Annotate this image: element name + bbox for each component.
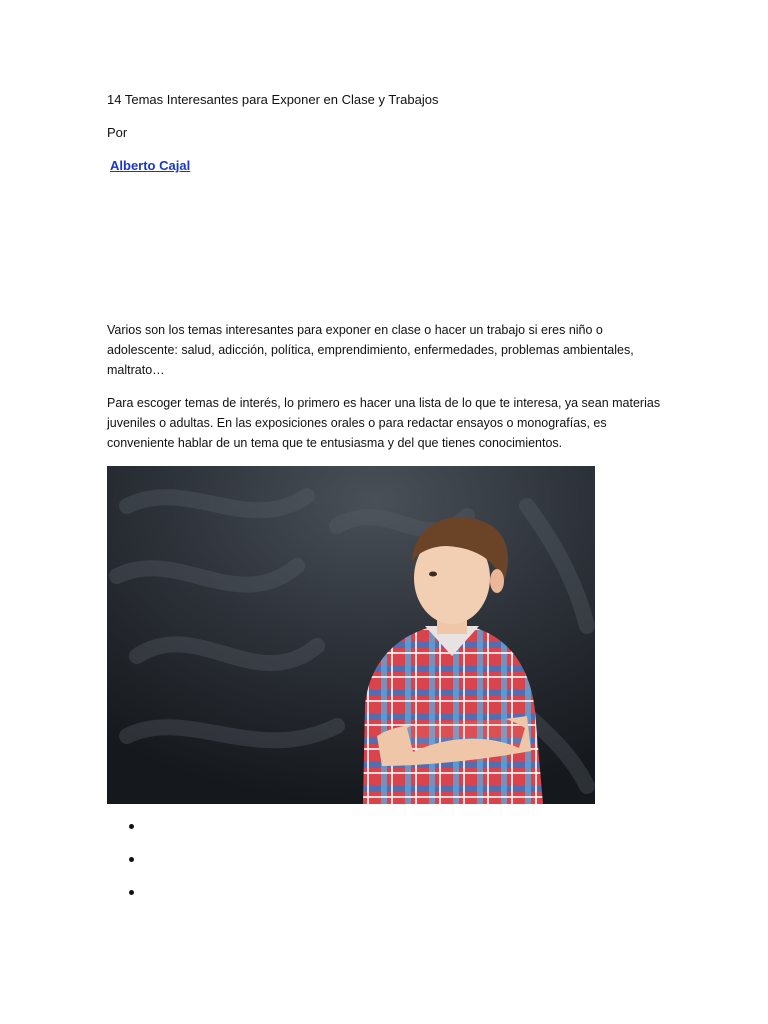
bullet-dot — [129, 890, 134, 895]
author-link[interactable]: Alberto Cajal — [110, 158, 191, 173]
intro-paragraph: Varios son los temas interesantes para exponer en clase o hacer un trabajo si eres niño o adolescente: salud, adicción, política, emprendimiento, enfermedades, problemas ambientales, maltrato… — [107, 323, 634, 377]
bullet-dot — [129, 824, 134, 829]
byline-label: Por — [107, 125, 128, 140]
article-title: 14 Temas Interesantes para Exponer en Clase y Trabajos — [107, 92, 439, 107]
boy-chalkboard-photo — [107, 466, 595, 804]
second-paragraph: Para escoger temas de interés, lo primero es hacer una lista de lo que te interesa, ya sean materias juveniles o adultas. En las exposiciones orales o para redactar ensayos o monografías, es conveniente hablar de un tema que te entusiasma y del que tienes conocimientos. — [107, 396, 661, 450]
bullet-dot — [129, 857, 134, 862]
